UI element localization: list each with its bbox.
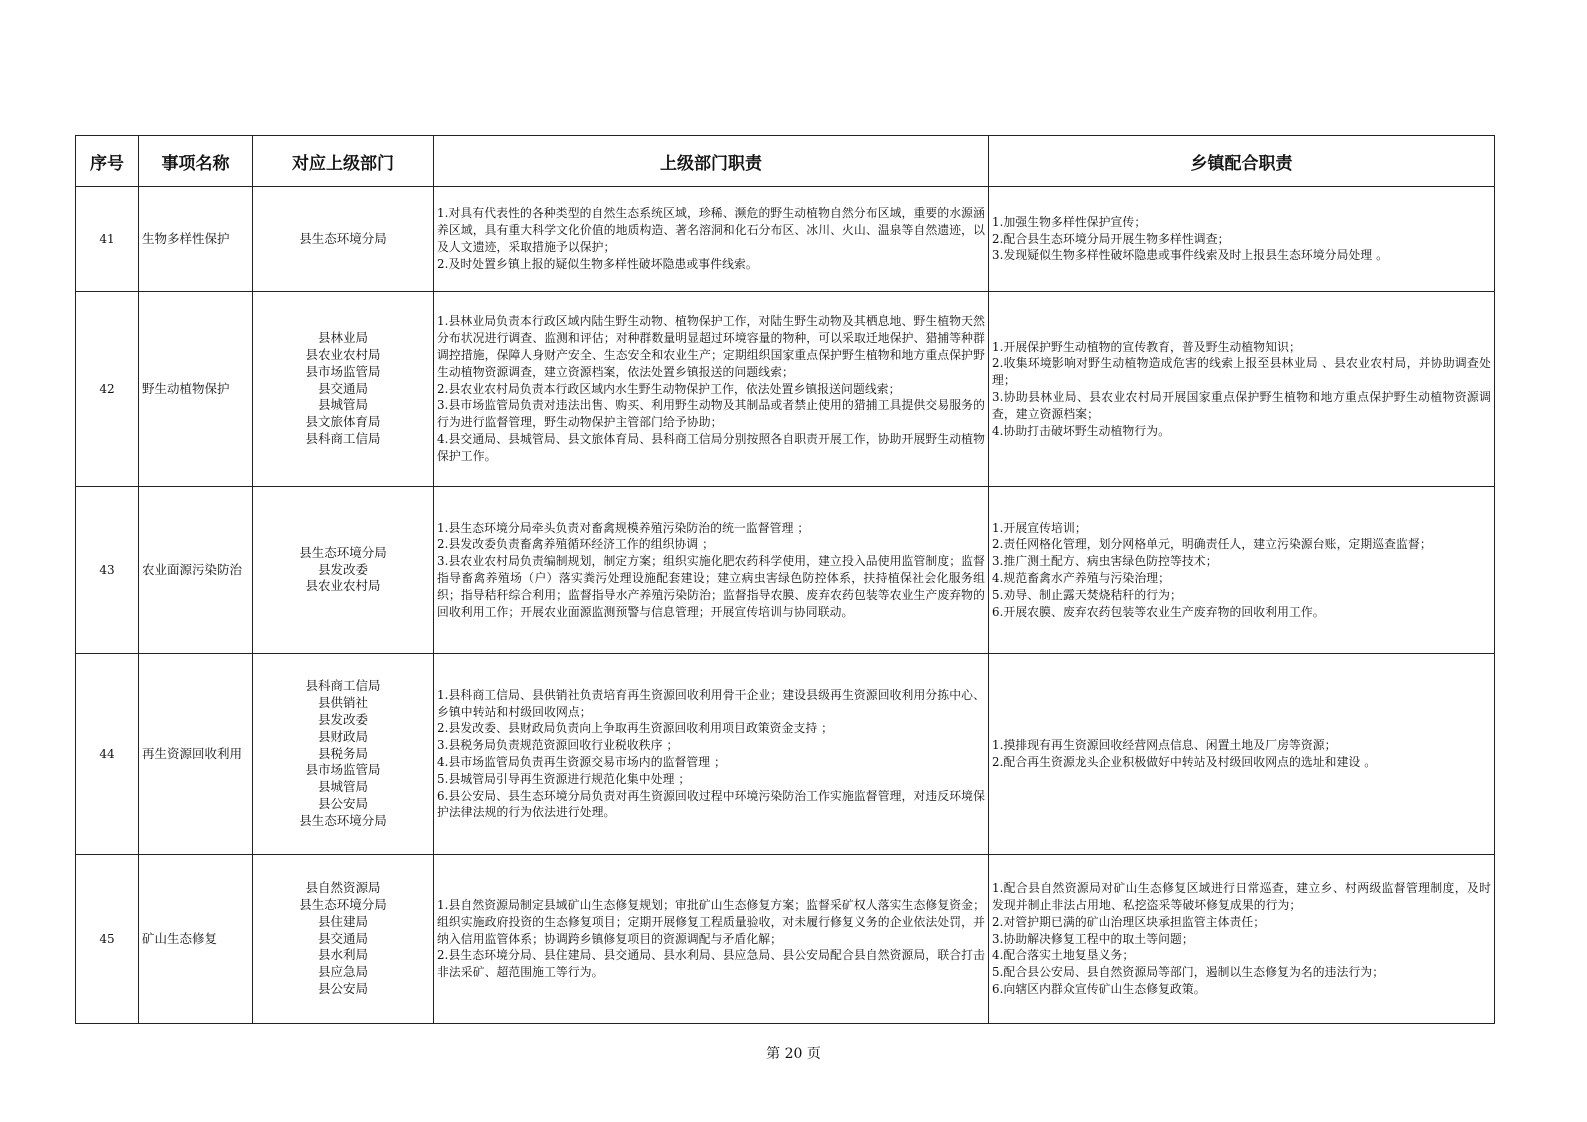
town-duty-cell xyxy=(989,487,1495,654)
upper-duty-item: 1.县林业局负责本行政区域内陆生野生动物、植物保护工作，对陆生野生动物及其栖息地、野生植物天然分布状况进行调查、监测和评估；对种群数量明显超过环境容量的物种，可以采取迁地保护、猎捕等种群调控措施，保障人身财产安全、生态安全和农业生产；定期组织国家重点保护野生植物和地方重点保护野生动植物资源调查，建立资源档案，依法处置乡镇报送的问题线索； xyxy=(437,314,985,379)
table-row xyxy=(76,292,1495,487)
town-duty-item: 5.劝导、制止露天焚烧秸秆的行为； xyxy=(992,587,1182,602)
upper-duty-item: 2.及时处置乡镇上报的疑似生物多样性破坏隐患或事件线索。 xyxy=(437,256,758,271)
header-upper-dept: 对应上级部门 xyxy=(253,136,434,187)
upper-duty-cell xyxy=(434,654,989,855)
item-name: 农业面源污染防治 xyxy=(139,487,253,654)
table-row xyxy=(76,654,1495,855)
row-number: 45 xyxy=(76,855,139,1024)
upper-duty-cell xyxy=(434,855,989,1024)
dept-name: 县农业农村局 xyxy=(305,578,381,594)
dept-name: 县生态环境分局 xyxy=(299,230,387,246)
town-duty-item: 2.对管护期已满的矿山治理区块承担监管主体责任； xyxy=(992,914,1266,929)
dept-name: 县生态环境分局 xyxy=(299,812,387,828)
upper-duty-item: 1.对具有代表性的各种类型的自然生态系统区域，珍稀、濒危的野生动植物自然分布区域，重要的水源涵养区域，具有重大科学文化价值的地质构造、著名溶洞和化石分布区、冰川、火山、温泉等自然遗迹，以及人文遗迹，采取措施予以保护； xyxy=(437,206,985,254)
town-duty-item: 6.开展农膜、废弃农药包装等农业生产废弃物的回收利用工作。 xyxy=(992,604,1325,619)
table-row xyxy=(76,187,1495,292)
upper-dept-cell xyxy=(253,292,434,487)
dept-name: 县科商工信局 xyxy=(305,430,381,446)
header-item-name: 事项名称 xyxy=(139,136,253,187)
row-number: 43 xyxy=(76,487,139,654)
town-duty-item: 2.配合县生态环境分局开展生物多样性调查； xyxy=(992,231,1230,246)
dept-name: 县供销社 xyxy=(317,695,368,711)
dept-name: 县财政局 xyxy=(317,728,368,744)
upper-duty-item: 1.县科商工信局、县供销社负责培育再生资源回收利用骨干企业；建设县级再生资源回收利用分拣中心、乡镇中转站和村级回收网点； xyxy=(437,687,985,719)
dept-name: 县公安局 xyxy=(317,980,368,996)
town-duty-item: 2.配合再生资源龙头企业积极做好中转站及村级回收网点的选址和建设 。 xyxy=(992,755,1377,769)
upper-duty-item: 2.县生态环境分局、县住建局、县交通局、县水利局、县应急局、县公安局配合县自然资源局，联合打击非法采矿、超范围施工等行为。 xyxy=(437,948,985,980)
upper-duty-item: 3.县市场监管局负责对违法出售、购买、利用野生动物及其制品或者禁止使用的猎捕工具提供交易服务的行为进行监督管理，野生动物保护主管部门给予协助； xyxy=(437,398,985,430)
row-number: 42 xyxy=(76,292,139,487)
dept-name: 县应急局 xyxy=(317,964,368,980)
header-row xyxy=(76,136,1495,187)
upper-duty-cell xyxy=(434,187,989,292)
upper-duty-item: 4.县市场监管局负责再生资源交易市场内的监督管理 ； xyxy=(437,755,726,769)
town-duty-cell xyxy=(989,654,1495,855)
dept-name: 县市场监管局 xyxy=(305,762,381,778)
town-duty-item: 3.协助解决修复工程中的取土等问题； xyxy=(992,931,1194,946)
item-name: 矿山生态修复 xyxy=(139,855,253,1024)
dept-name: 县生态环境分局 xyxy=(299,544,387,560)
item-name: 再生资源回收利用 xyxy=(139,654,253,855)
dept-name: 县发改委 xyxy=(317,712,368,727)
town-duty-item: 1.开展保护野生动植物的宣传教育，普及野生动植物知识； xyxy=(992,339,1301,354)
town-duty-item: 1.摸排现有再生资源回收经营网点信息、闲置土地及厂房等资源； xyxy=(992,738,1337,753)
upper-duty-item: 1.县生态环境分局牵头负责对畜禽规模养殖污染防治的统一监督管理 ； xyxy=(437,520,810,535)
town-duty-item: 3.推广测土配方、病虫害绿色防控等技术； xyxy=(992,554,1218,569)
dept-name: 县水利局 xyxy=(317,947,368,963)
town-duty-item: 5.配合县公安局、县自然资源局等部门，遏制以生态修复为名的违法行为； xyxy=(992,965,1385,980)
item-name: 生物多样性保护 xyxy=(139,187,253,292)
town-duty-item: 1.开展宣传培训； xyxy=(992,520,1087,535)
dept-name: 县交通局 xyxy=(317,380,368,396)
town-duty-item: 3.发现疑似生物多样性破坏隐患或事件线索及时上报县生态环境分局处理 。 xyxy=(992,248,1389,263)
town-duty-item: 3.协助县林业局、县农业农村局开展国家重点保护野生植物和地方重点保护野生动植物资源调查，建立资源档案； xyxy=(992,390,1491,421)
dept-name: 县城管局 xyxy=(317,397,368,413)
upper-dept-cell xyxy=(253,855,434,1024)
town-duty-cell xyxy=(989,292,1495,487)
town-duty-item: 1.配合县自然资源局对矿山生态修复区域进行日常巡查，建立乡、村两级监督管理制度，及时发现并制止非法占用地、私挖盗采等破坏修复成果的行为； xyxy=(992,881,1491,912)
row-number: 44 xyxy=(76,654,139,855)
town-duty-item: 4.协助打击破坏野生动植物行为。 xyxy=(992,423,1171,438)
dept-name: 县生态环境分局 xyxy=(299,897,387,912)
dept-name: 县交通局 xyxy=(317,930,368,946)
town-duty-cell xyxy=(989,187,1495,292)
town-duty-item: 2.收集环境影响对野生动植物造成危害的线索上报至县林业局 、县农业农村局，并协助调查处理； xyxy=(992,356,1491,388)
header-upper-duty: 上级部门职责 xyxy=(434,136,989,187)
header-town-duty: 乡镇配合职责 xyxy=(989,136,1495,187)
upper-duty-item: 5.县城管局引导再生资源进行规范化集中处理 ； xyxy=(437,771,691,786)
duty-table xyxy=(75,135,1495,1024)
upper-dept-cell xyxy=(253,187,434,292)
dept-name: 县市场监管局 xyxy=(305,363,381,379)
upper-duty-item: 4.县交通局、县城管局、县文旅体育局、县科商工信局分别按照各自职责开展工作，协助开展野生动植物保护工作。 xyxy=(437,431,985,463)
dept-name: 县农业农村局 xyxy=(305,347,381,362)
item-name: 野生动植物保护 xyxy=(139,292,253,487)
upper-dept-cell xyxy=(253,487,434,654)
upper-duty-item: 2.县发改委、县财政局负责向上争取再生资源回收利用项目政策资金支持 ； xyxy=(437,721,834,736)
dept-name: 县文旅体育局 xyxy=(305,414,381,430)
header-no: 序号 xyxy=(76,136,139,187)
upper-duty-item: 6.县公安局、县生态环境分局负责对再生资源回收过程中环境污染防治工作实施监督管理，对违反环境保护法律法规的行为依法进行处理。 xyxy=(437,788,985,820)
dept-name: 县公安局 xyxy=(317,795,368,811)
dept-name: 县住建局 xyxy=(317,913,368,929)
upper-duty-cell xyxy=(434,292,989,487)
upper-duty-item: 3.县税务局负责规范资源回收行业税收秩序 ； xyxy=(437,738,679,753)
upper-dept-cell xyxy=(253,654,434,855)
upper-duty-cell xyxy=(434,487,989,654)
town-duty-item: 6.向辖区内群众宣传矿山生态修复政策。 xyxy=(992,981,1206,996)
town-duty-item: 4.规范畜禽水产养殖与污染治理； xyxy=(992,571,1171,585)
dept-name: 县科商工信局 xyxy=(305,678,381,694)
table-body xyxy=(76,187,1495,1024)
table-row xyxy=(76,855,1495,1024)
town-duty-item: 4.配合落实土地复垦义务； xyxy=(992,948,1135,963)
dept-name: 县自然资源局 xyxy=(305,880,381,896)
town-duty-item: 2.责任网格化管理，划分网格单元，明确责任人，建立污染源台账，定期巡查监督； xyxy=(992,537,1432,552)
upper-duty-item: 2.县发改委负责畜禽养殖循环经济工作的组织协调 ； xyxy=(437,537,715,552)
dept-name: 县城管局 xyxy=(317,779,368,795)
town-duty-cell xyxy=(989,855,1495,1024)
town-duty-item: 1.加强生物多样性保护宣传； xyxy=(992,214,1147,229)
upper-duty-item: 2.县农业农村局负责本行政区域内水生野生动物保护工作，依法处置乡镇报送问题线索； xyxy=(437,381,901,396)
dept-name: 县林业局 xyxy=(317,330,368,346)
row-number: 41 xyxy=(76,187,139,292)
upper-duty-item: 3.县农业农村局负责编制规划，制定方案；组织实施化肥农药科学使用，建立投入品使用监管制度；监督指导畜禽养殖场（户）落实粪污处理设施配套建设；建立病虫害绿色防控体系，扶持植保社会化服务组织；指导秸秆综合利用；监督指导水产养殖污染防治；监督指导农膜、废弃农药包装等农业生产废弃物的回收利用工作；开展农业面源监测预警与信息管理；开展宣传培训与协同联动。 xyxy=(437,554,985,619)
page-number: 第 20 页 xyxy=(766,1046,821,1062)
upper-duty-item: 1.县自然资源局制定县域矿山生态修复规划；审批矿山生态修复方案；监督采矿权人落实生态修复资金；组织实施政府投资的生态修复项目；定期开展修复工程质量验收，对未履行修复义务的企业依法处罚，并纳入信用监管体系；协调跨乡镇修复项目的资源调配与矛盾化解； xyxy=(437,898,985,946)
dept-name: 县税务局 xyxy=(317,745,368,761)
table-row xyxy=(76,487,1495,654)
dept-name: 县发改委 xyxy=(317,561,368,577)
